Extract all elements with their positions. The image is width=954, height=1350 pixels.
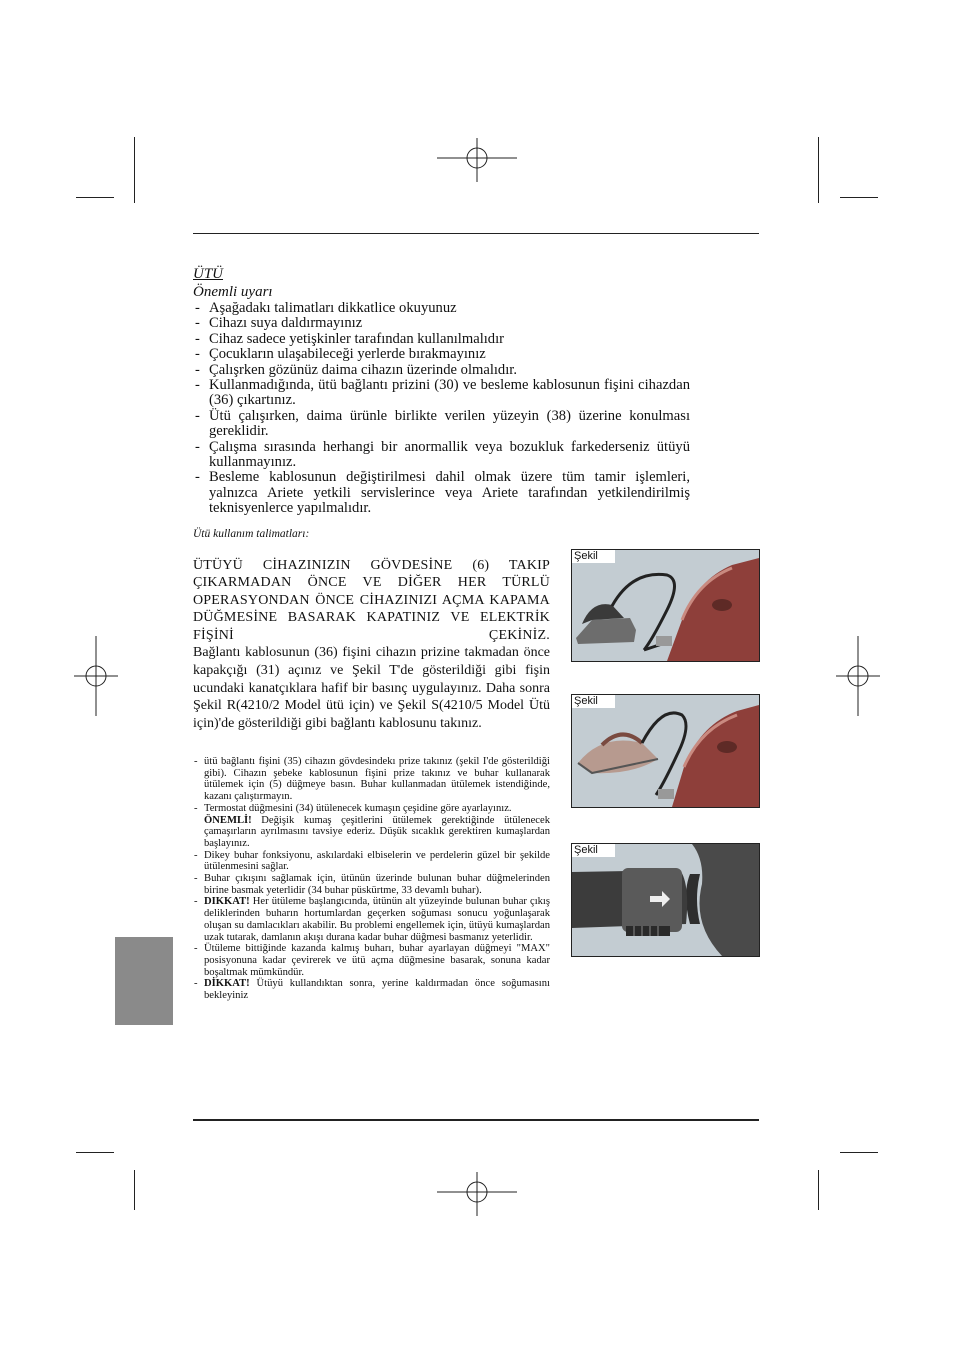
crop-mark	[840, 1152, 878, 1153]
crop-mark	[818, 1170, 819, 1210]
registration-mark-icon	[74, 636, 118, 716]
list-item: - ütü bağlantı fişini (35) cihazın gövdesindekı prize takınız (şekil I'de gösterildiği gibi). Cihazın şebeke kablosunun fişini prize takınız ve buhar kullanarak ütülemek için (5) düğmeye basın. Buhar kullanmadan ütülemek istendiğinde, kazanı çalıştırmayın.	[193, 756, 550, 803]
section-tab	[115, 937, 173, 1025]
figure-s	[571, 694, 760, 808]
list-item: - Ütüleme bittiğinde kazanda kalmış buharı, buhar ayarlayan düğmeyi "MAX" posisyonuna kadar çevirerek ve ütü açma düğmesine basarak, sonuna kadar boşaltmak mümkündür.	[193, 943, 550, 978]
list-item: - Termostat düğmesini (34) ütülenecek kumaşın çeşidine göre ayarlayınız.	[193, 803, 550, 815]
list-item: - Ütü çalışırken, daima ürünle birlikte verilen yüzeyin (38) üzerine konulması gereklidir.	[193, 409, 690, 440]
crop-mark	[818, 137, 819, 203]
intro-paragraph: Bağlantı kablosunun (36) fişini cihazın prizine takmadan önce kapakçığı (31) açınız ve Şekil T'de gösterildiği gibi fişin ucundaki kanatçıklara hafif bir basınç uygulayınız. Daha sonra Şekil R(4210/2 Model ütü için) ve Şekil S(4210/5 Model Ütü için)'de gösterildiği gibi bağlantı kablosunu takınız.	[193, 645, 550, 732]
usage-heading: Ütü kullanım talimatları:	[193, 528, 310, 540]
list-item: - Çocukların ulaşabileceği yerlerde bırakmayınız	[193, 347, 690, 362]
bottom-rule	[193, 1119, 759, 1121]
registration-mark-icon	[437, 1172, 517, 1216]
iron-on-stand-illustration	[572, 550, 759, 661]
crop-mark	[840, 197, 878, 198]
list-item: - Çalışrken gözünüz daima cihazın üzerinde olmalıdır.	[193, 363, 690, 378]
crop-mark	[134, 137, 135, 203]
list-item: - DİKKAT! Ütüyü kullandıktan sonra, yerine kaldırmadan önce soğumasını bekleyiniz	[193, 978, 550, 1001]
section-title: ÜTÜ	[193, 266, 224, 282]
connector-illustration	[572, 844, 759, 956]
registration-mark-icon	[437, 138, 517, 182]
list-item: - Cihazı suya daldırmayınız	[193, 316, 690, 331]
usage-list	[193, 756, 550, 1002]
crop-mark	[76, 1152, 114, 1153]
registration-mark-icon	[836, 636, 880, 716]
figure-r	[571, 549, 760, 662]
list-item: - Besleme kablosunun değiştirilmesi dahil olmak üzere tüm tamir işlemleri, yalnızca Ariete yetkili servislerince veya Ariete tarafından yetkilendirilmiş teknisyenlerce yapılmalıdır.	[193, 470, 690, 516]
figure-label: Şekil	[572, 695, 615, 708]
list-item: - Buhar çıkışını sağlamak için, ütünün üzerinde bulunan buhar düğmelerinden birine basmak yeterlidir (34 buhar püskürtme, 33 devamlı buhar).	[193, 873, 550, 896]
figure-label: Şekil	[572, 844, 615, 857]
figure-label: Şekil	[572, 550, 615, 563]
caps-paragraph: ÜTÜYÜ CİHAZINIZIN GÖVDESİNE (6) TAKIP ÇIKARMADAN ÖNCE VE DİĞER HER TÜRLÜ OPERASYONDAN ÖNCE CİHAZINIZI AÇMA KAPAMA DÜĞMESİNE BASARAK KAPATINIZ VE ELEKTRİK FİŞİNİ ÇEKİNİZ.	[193, 558, 550, 643]
list-item: - Kullanmadığında, ütü bağlantı prizini (30) ve besleme kablosunun fişini cihazdan (36) çıkartınız.	[193, 378, 690, 409]
list-item: - Cihaz sadece yetişkinler tarafından kullanılmalıdır	[193, 332, 690, 347]
list-item: - Çalışma sırasında herhangi bir anormallik veya bozukluk farkederseniz ütüyü kullanmayınız.	[193, 440, 690, 471]
list-item: - DIKKAT! Her ütüleme başlangıcında, ütünün alt yüzeyinde bulunan buhar çıkış deliklerinden buharın hortumlardan geçerken soğuması sonucu yoğunlaşarak oluşan su damlacıkları akabilir. Bu problemi engellemek için, ütüyü kumaşlardan uzak tutarak, damlanın akışı durana kadar buhar düğmesi basmanız yeterlidir.	[193, 896, 550, 943]
warnings-heading: Önemli uyarı	[193, 284, 273, 300]
iron-with-hose-illustration	[572, 695, 759, 807]
figure-t	[571, 843, 760, 957]
list-item: - Dikey buhar fonksiyonu, askılardaki elbiselerin ve perdelerin güzel bir şekilde ütülenmesini sağlar.	[193, 850, 550, 873]
top-rule	[193, 233, 759, 234]
warnings-list	[193, 301, 690, 517]
crop-mark	[76, 197, 114, 198]
list-item: - Aşağadakı talimatları dikkatlice okuyunuz	[193, 301, 690, 316]
list-item: ÖNEMLİ! Değişik kumaş çeşitlerini ütülemek gerektiğinde ütülenecek çamaşırların ayrılmasını tavsiye ederiz. Düşük sıcaklık gerektiren kumaşlardan başlayınız.	[204, 814, 550, 849]
crop-mark	[134, 1170, 135, 1210]
